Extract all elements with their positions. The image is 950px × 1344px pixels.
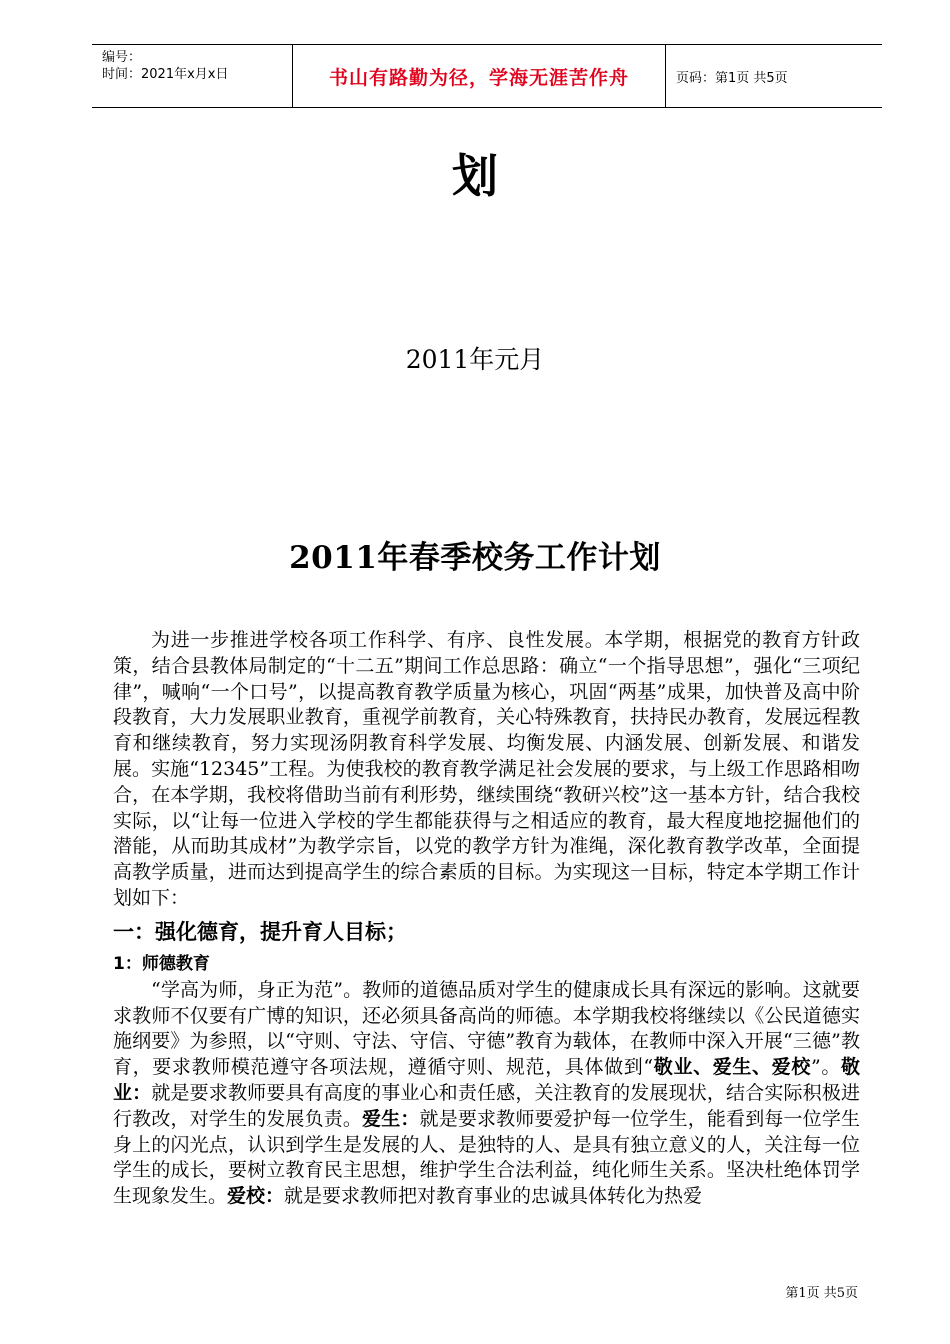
cover-date: 2011年元月 — [405, 345, 545, 374]
document-body — [113, 628, 860, 1210]
text-run: “学高为师，身正为范”。教师的道德品质对学生的健康成长具有深远的影响。这就要求教师不仅要有广博的知识，还必须具备高尚的师德。本学期我校将继续以《公民道德实施纲要》为参照，以“守则、守法、守信、守德”教育为载体，在教师中深入开展“三德”教育，要求教师模范遵守各项法规，遵循守则、规范，具体做到“ — [113, 978, 860, 1079]
bold-run: 爱校： — [227, 1185, 285, 1208]
cover-char: 划 — [452, 149, 498, 203]
text-run: 就是要求教师要爱护每一位学生，能看到每一位学生身上的闪光点，认识到学生是发展的人、是独特的人、是具有独立意义的人，关注每一位学生的成长，要树立教育民主思想，维护学生合法利益，纯化师生关系。坚决杜绝体罚学生现象发生。 — [113, 1107, 860, 1208]
intro-paragraph: 为进一步推进学校各项工作科学、有序、良性发展。本学期，根据党的教育方针政策，结合县教体局制定的“十二五”期间工作总思路：确立“一个指导思想”，强化“三项纪律”，喊响“一个口号”，以提高教育教学质量为核心，巩固“两基”成果，加快普及高中阶段教育，大力发展职业教育，重视学前教育，关心特殊教育，扶持民办教育，发展远程教育和继续教育，努力实现汤阴教育科学发展、均衡发展、内涵发展、创新发展、和谐发展。实施“12345”工程。为使我校的教育教学满足社会发展的要求，与上级工作思路相吻合，在本学期，我校将借助当前有利形势，继续围绕“教研兴校”这一基本方针，结合我校实际，以“让每一位进入学校的学生都能获得与之相适应的教育，最大程度地挖掘他们的潜能，从而助其成材”为教学宗旨，以党的教学方针为准绳，深化教育教学改革，全面提高教学质量，进而达到提高学生的综合素质的目标。为实现这一目标，特定本学期工作计划如下： — [113, 629, 860, 909]
subsection-heading-1: 1：师德教育 — [113, 953, 210, 974]
text-run: ”。 — [810, 1056, 841, 1079]
header-motto: 书山有路勤为径，学海无涯苦作舟 — [292, 45, 666, 107]
section-heading-1: 一：强化德育，提升育人目标； — [113, 919, 407, 944]
header-page: 页码：第1页 共5页 — [676, 70, 788, 86]
document-title: 2011年春季校务工作计划 — [289, 540, 661, 576]
header-number: 编号： — [102, 50, 142, 65]
header-meta — [92, 45, 292, 107]
text-run: 就是要求教师把对教育事业的忠诚具体转化为热爱 — [284, 1185, 703, 1208]
text-run: 就是要求教师要具有高度的事业心和责任感，关注教育的发展现状，结合实际积极进行教改，对学生的发展负责。 — [113, 1081, 860, 1130]
bold-run: 敬业、爱生、爱校 — [653, 1056, 811, 1079]
header-table — [92, 44, 882, 108]
header-time: 时间：2021年x月x日 — [102, 67, 229, 82]
page-footer: 第1页 共5页 — [785, 1286, 858, 1301]
bold-run: 敬业： — [113, 1056, 860, 1104]
paragraph-teacher-ethics — [113, 978, 860, 1210]
bold-run: 爱生： — [362, 1107, 420, 1130]
